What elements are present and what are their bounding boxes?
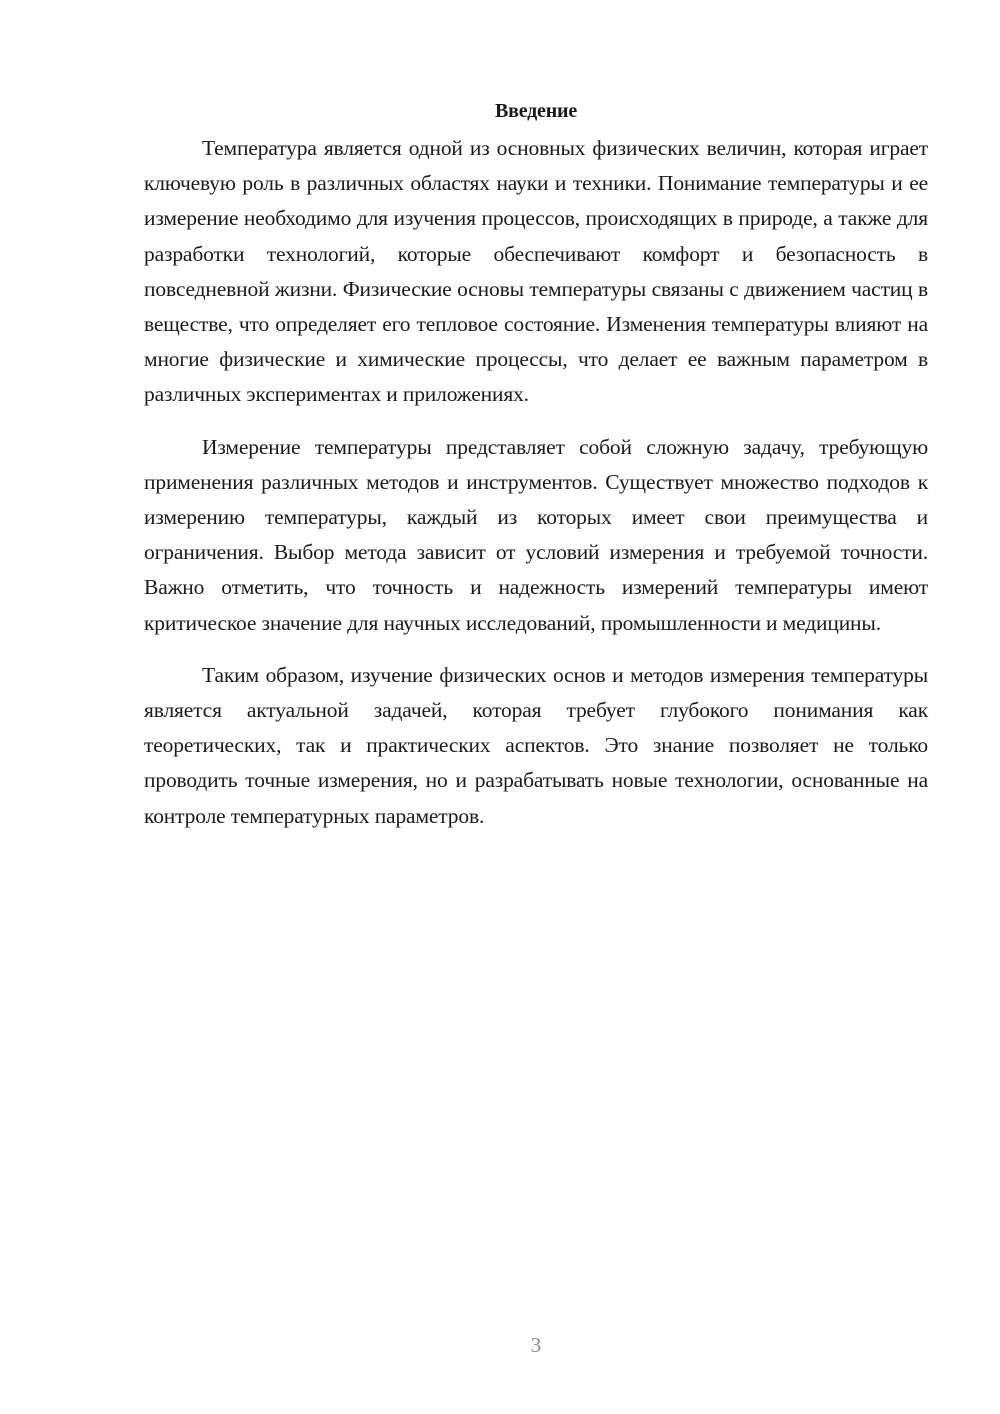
paragraph-conclusion: Таким образом, изучение физических основ и методов измерения температуры является актуальной задачей, которая требует глубокого понимания как теоретических, так и практических аспектов. Это знание позволяет не только проводить точные измерения, но и разрабатывать новые технологии, основанные на контроле температурных параметров. (144, 662, 928, 828)
section-heading-text: Введение (494, 100, 578, 122)
section-heading (144, 96, 928, 126)
page-content (144, 96, 928, 834)
paragraph-measurement: Измерение температуры представляет собой сложную задачу, требующую применения различных методов и инструментов. Существует множество подходов к измерению температуры, каждый из которых имеет свои преимущества и ограничения. Выбор метода зависит от условий измерения и требуемой точности. Важно отметить, что точность и надежность измерений температуры имеют критическое значение для научных исследований, промышленности и медицины. (144, 434, 928, 635)
page-number: 3 (530, 1333, 542, 1357)
paragraph-intro: Температура является одной из основных физических величин, которая играет ключевую роль в различных областях науки и техники. Понимание температуры и ее измерение необходимо для изучения процессов, происходящих в природе, а также для разработки технологий, которые обеспечивают комфорт и безопасность в повседневной жизни. Физические основы температуры связаны с движением частиц в веществе, что определяет его тепловое состояние. Изменения температуры влияют на многие физические и химические процессы, что делает ее важным параметром в различных экспериментах и приложениях. (144, 136, 928, 407)
